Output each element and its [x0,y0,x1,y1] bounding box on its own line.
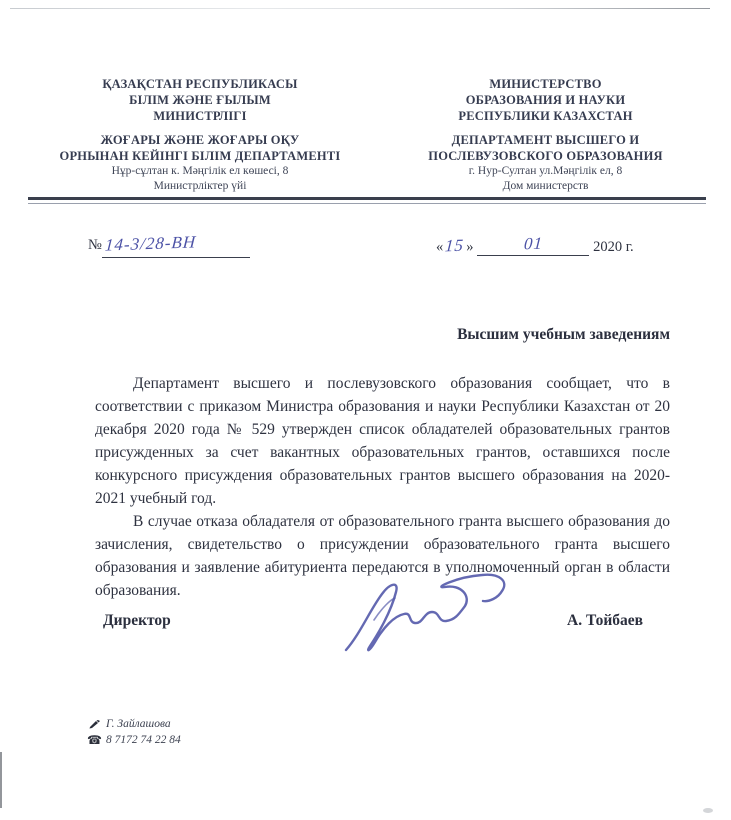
org-name-line: ҚАЗАҚСТАН РЕСПУБЛИКАСЫ [102,77,298,91]
date-open-quote: « [436,239,444,255]
signature-block [0,610,731,650]
executor-name: Г. Зайлашова [106,718,171,730]
executor-block [88,716,181,748]
divider-thin-line [28,203,706,204]
recipient-heading: Высшим учебным заведениям [457,326,670,343]
dept-name-line: ПОСЛЕВУЗОВСКОГО ОБРАЗОВАНИЯ [428,149,663,163]
scan-artifact-smudge [703,808,713,813]
date-day-handwritten: 15 [444,235,465,256]
address-line: Министрліктер үйі [153,179,247,192]
pen-icon [88,720,101,729]
letterhead-kazakh-column [20,76,380,193]
letterhead-divider [28,197,706,204]
body-paragraph-2: В случае отказа обладателя от образовательного гранта высшего образования до зачисления, свидетельство о присуждении образовательного гранта высшего образования и заявление абитуриента передаются в уполномоченный орган в области образования. [95,513,670,599]
signer-title: Директор [103,612,171,629]
org-name-line: БІЛІМ ЖӘНЕ ҒЫЛЫМ [129,93,271,107]
scan-artifact-left-line [0,752,2,808]
letter-number [88,234,197,254]
dept-name-line: ОРНЫНАН КЕЙІНГІ БІЛІМ ДЕПАРТАМЕНТІ [59,149,341,163]
executor-line [88,716,181,732]
dept-name-line: ДЕПАРТАМЕНТ ВЫСШЕГО И [451,133,640,147]
date-close-quote: » [466,239,474,255]
address-line: г. Нур-Султан ул.Мәңгілік ел, 8 [468,165,623,177]
org-name-line: МИНИСТРЛІГІ [153,109,247,123]
phone-icon: ☎ [87,733,102,747]
org-name-line: ОБРАЗОВАНИЯ И НАУКИ [465,93,626,107]
body-paragraph-1: Департамент высшего и послевузовского образования сообщает, что в соответствии с приказом Министра образования и науки Республики Казахстан от 20 декабря 2020 года № 529 утвержден список обладателей образовательных грантов присужденных за счет вакантных образовательных грантов, оставшихся после конкурсного присуждения образовательных грантов высшего образования на 2020-2021 учебный год. [95,375,670,507]
signer-name: А. Тойбаев [567,612,644,629]
org-name-line: МИНИСТЕРСТВО [489,77,602,91]
address-line: Дом министерств [502,179,589,192]
letter-number-label: № [88,237,102,253]
letter-number-underline [102,257,250,258]
scan-artifact-top-line [10,8,710,9]
letterhead-russian-column [380,76,711,193]
letter-number-handwritten-value: 14-3/28-ВН [104,232,198,255]
address-line: Нұр-сұлтан к. Мәңгілік ел көшесі, 8 [111,165,289,177]
letter-date [436,234,648,256]
phone-number: 8 7172 74 22 84 [106,734,181,746]
date-month-underline [477,234,589,256]
dept-name-line: ЖОҒАРЫ ЖӘНЕ ЖОҒАРЫ ОҚУ [100,133,300,147]
divider-thick-line [28,197,706,200]
date-year: 2020 г. [593,239,634,255]
letterhead [20,76,711,193]
date-month-handwritten: 01 [522,233,544,254]
org-name-line: РЕСПУБЛИКИ КАЗАХСТАН [458,109,633,123]
handwritten-signature [338,568,518,663]
phone-line [88,732,181,748]
reference-row [0,230,731,266]
